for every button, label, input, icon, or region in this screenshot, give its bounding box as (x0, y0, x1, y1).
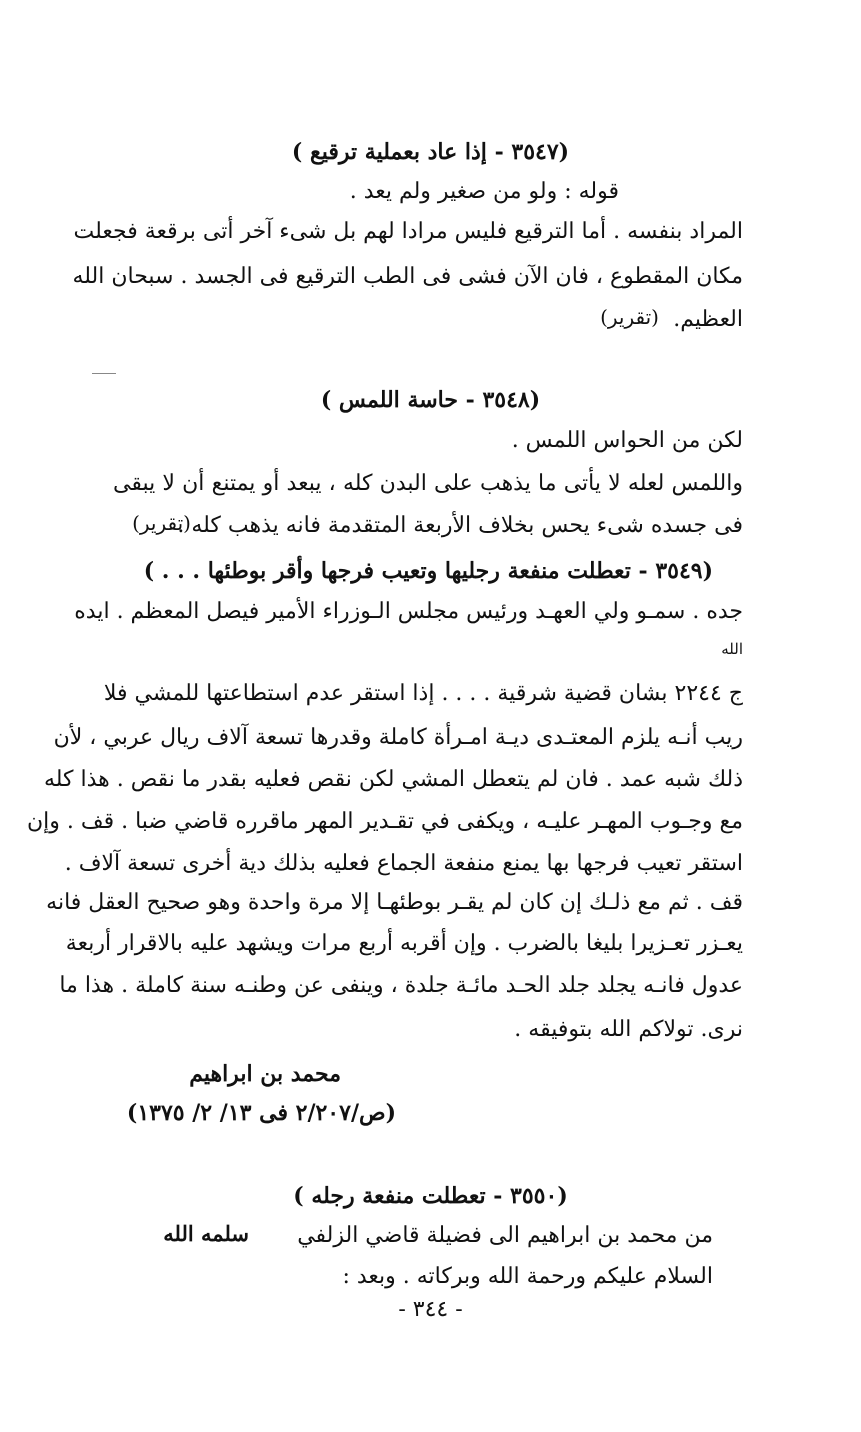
text-line: استقر تعيب فرجها بها يمنع منفعة الجماع فعليه بذلك دية أخرى تسعة آلاف . (64, 851, 743, 876)
text-line: ريب أنـه يلزم المعتـدى ديـة امـرأة كاملة وقدرها تسعة آلاف ريال عربي ، لأن (53, 725, 743, 750)
heading-3548: (٣٥٤٨ - حاسة اللمس ) (320, 387, 541, 413)
quote-3547: قوله : ولو من صغير ولم يعد . (349, 179, 619, 204)
source-reference: (ص/٢/٢٠٧ فى ١٣/ ٢/ ١٣٧٥) (126, 1100, 396, 1126)
text-line: لكن من الحواس اللمس . (511, 428, 743, 453)
scan-mark (92, 373, 116, 374)
text-line: يعـزر تعـزيرا بليغا بالضرب . وإن أقربه أربع مرات ويشهد عليه بالاقرار أربعة (65, 931, 743, 956)
letter-address: من محمد بن ابراهيم الى فضيلة قاضي الزلفي (297, 1223, 713, 1248)
text-line: ذلك شبه عمد . فان لم يتعطل المشي لكن نقص فعليه بقدر ما نقص . هذا كله (43, 767, 743, 792)
letter-greeting: السلام عليكم ورحمة الله وبركاته . وبعد : (342, 1264, 713, 1289)
text-line: الله (721, 640, 743, 658)
text-line: قف . ثم مع ذلـك إن كان لم يقـر بوطئهـا إلا مرة واحدة وهو صحيح العقل فانه (46, 890, 743, 915)
letter-blessing: سلمه الله (163, 1221, 249, 1246)
report-tag: (تقرير) (600, 305, 659, 329)
page-number: - ٣٤٤ - (398, 1297, 463, 1322)
heading-3549: (٣٥٤٩ - تعطلت منفعة رجليها وتعيب فرجها وأقر بوطئها . . . ) (143, 558, 713, 584)
heading-3550: (٣٥٥٠ - تعطلت منفعة رجله ) (293, 1183, 568, 1209)
report-tag: (تقرير) (132, 511, 191, 535)
text-line: فى جسده شىء يحس بخلاف الأربعة المتقدمة فانه يذهب كله . (177, 513, 743, 538)
text-line: نرى. تولاكم الله بتوفيقه . (514, 1017, 743, 1042)
text-line: ج ٢٢٤٤ بشان قضية شرقية . . . . إذا استقر عدم استطاعتها للمشي فلا (103, 681, 743, 706)
text-line: المراد بنفسه . أما الترقيع فليس مرادا لهم بل شىء آخر أتى برقعة فجعلت (73, 219, 743, 244)
text-line: العظيم. (673, 307, 743, 332)
text-line: عدول فانـه يجلد جلد الحـد مائـة جلدة ، وينفى عن وطنـه سنة كاملة . هذا ما (59, 973, 743, 998)
text-line: واللمس لعله لا يأتى ما يذهب على البدن كله ، يبعد أو يمتنع أن لا يبقى (113, 471, 743, 496)
text-line: مكان المقطوع ، فان الآن فشى فى الطب الترقيع فى الجسد . سبحان الله (72, 264, 743, 289)
text-line: مع وجـوب المهـر عليـه ، ويكفى في تقـدير المهر ماقرره قاضي ضبا . قف . وإن (26, 809, 743, 834)
signature: محمد بن ابراهيم (189, 1061, 341, 1087)
text-line: جده . سمـو ولي العهـد ورئيس مجلس الـوزراء الأمير فيصل المعظم . ايده (74, 599, 743, 624)
heading-3547: (٣٥٤٧ - إذا عاد بعملية ترقيع ) (291, 139, 570, 165)
